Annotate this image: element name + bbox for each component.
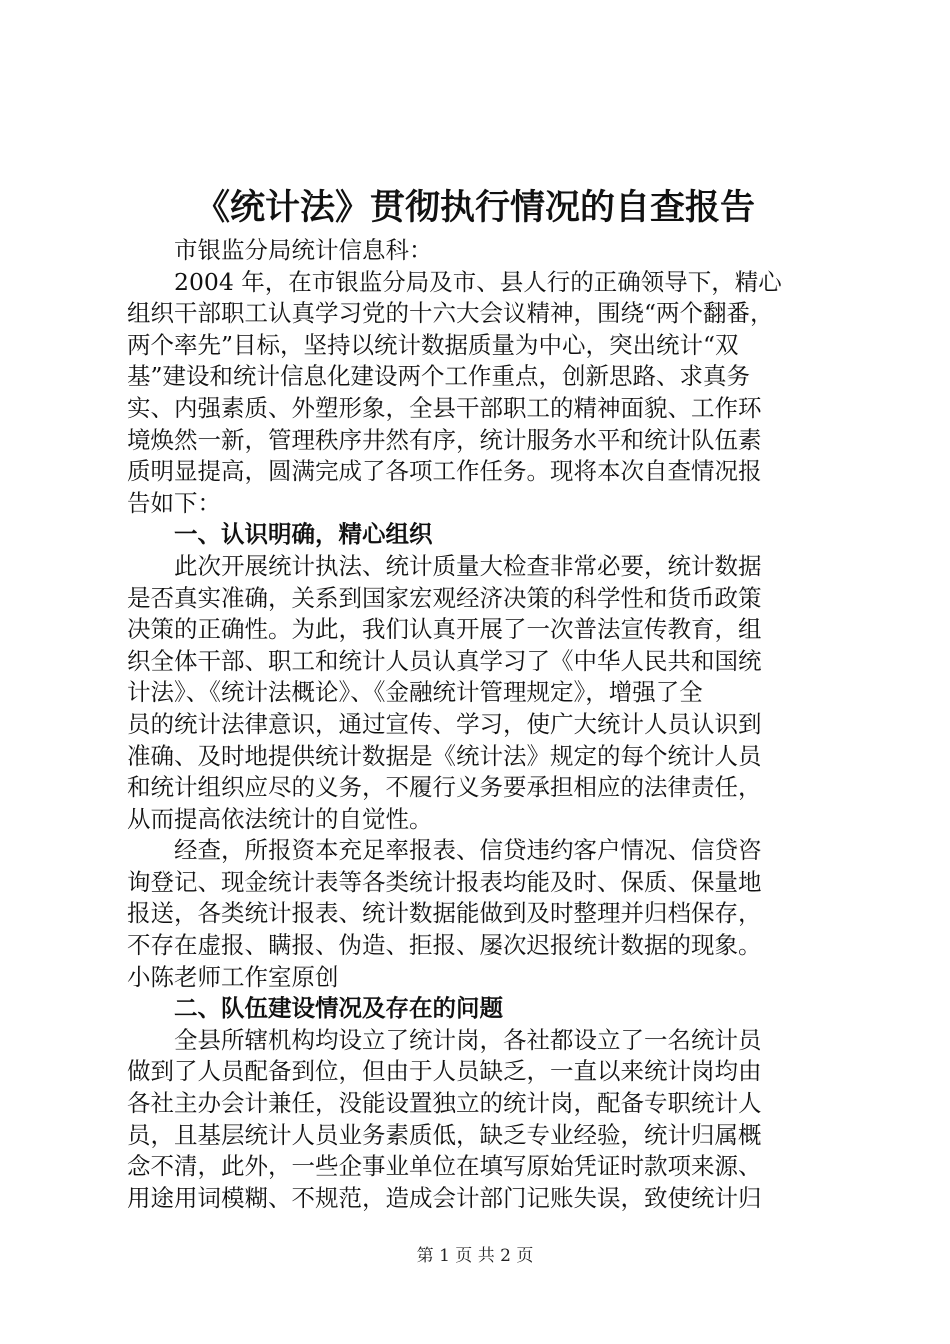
section-heading: 一、认识明确，精心组织 xyxy=(174,520,433,549)
text-line: 实、内强素质、外塑形象，全县干部职工的精神面貌、工作环 xyxy=(127,393,762,422)
text-line: 织全体干部、职工和统计人员认真学习了《中华人民共和国统 xyxy=(127,646,762,675)
text-line: 计法》、《统计法概论》、《金融统计管理规定》，增强了全 xyxy=(127,678,703,707)
text-line: 2004 年，在市银监分局及市、县人行的正确领导下，精心 xyxy=(174,267,782,296)
text-line: 境焕然一新，管理秩序井然有序，统计服务水平和统计队伍素 xyxy=(127,425,762,454)
text-line: 各社主办会计兼任，没能设置独立的统计岗，配备专职统计人 xyxy=(127,1089,762,1118)
text-line: 员，且基层统计人员业务素质低，缺乏专业经验，统计归属概 xyxy=(127,1120,762,1149)
text-line: 两个率先”目标，坚持以统计数据质量为中心，突出统计“双 xyxy=(127,330,739,359)
text-line: 和统计组织应尽的义务，不履行义务要承担相应的法律责任， xyxy=(127,773,762,802)
text-line: 基”建设和统计信息化建设两个工作重点，创新思路、求真务 xyxy=(127,362,751,391)
text-line: 质明显提高，圆满完成了各项工作任务。现将本次自查情况报 xyxy=(127,457,762,486)
text-line: 经查，所报资本充足率报表、信贷违约客户情况、信贷咨 xyxy=(174,836,762,865)
text-line: 决策的正确性。为此，我们认真开展了一次普法宣传教育，组 xyxy=(127,615,762,644)
text-line: 员的统计法律意识，通过宣传、学习，使广大统计人员认识到 xyxy=(127,709,762,738)
text-line: 告如下： xyxy=(127,488,221,517)
document-title: 《统计法》贯彻执行情况的自查报告 xyxy=(194,187,755,228)
text-line: 小陈老师工作室原创 xyxy=(127,962,339,991)
text-line: 从而提高依法统计的自觉性。 xyxy=(127,804,433,833)
text-line: 此次开展统计执法、统计质量大检查非常必要，统计数据 xyxy=(174,551,762,580)
text-line: 组织干部职工认真学习党的十六大会议精神，围绕“两个翻番， xyxy=(127,299,774,328)
text-line: 念不清，此外，一些企事业单位在填写原始凭证时款项来源、 xyxy=(127,1152,762,1181)
text-line: 不存在虚报、瞒报、伪造、拒报、屡次迟报统计数据的现象。 xyxy=(127,931,762,960)
document-body xyxy=(127,235,839,1214)
text-line: 询登记、现金统计表等各类统计报表均能及时、保质、保量地 xyxy=(127,867,762,896)
text-line: 准确、及时地提供统计数据是《统计法》规定的每个统计人员 xyxy=(127,741,762,770)
text-line: 做到了人员配备到位，但由于人员缺乏，一直以来统计岗均由 xyxy=(127,1057,762,1086)
text-line: 用途用词模糊、不规范，造成会计部门记账失误，致使统计归 xyxy=(127,1183,762,1212)
text-line: 是否真实准确，关系到国家宏观经济决策的科学性和货币政策 xyxy=(127,583,762,612)
text-line: 全县所辖机构均设立了统计岗，各社都设立了一名统计员 xyxy=(174,1025,762,1054)
page-footer: 第 1 页 共 2 页 xyxy=(416,1246,534,1266)
section-heading: 二、队伍建设情况及存在的问题 xyxy=(174,994,503,1023)
salutation-line: 市银监分局统计信息科： xyxy=(174,236,433,264)
text-line: 报送，各类统计报表、统计数据能做到及时整理并归档保存， xyxy=(127,899,762,928)
